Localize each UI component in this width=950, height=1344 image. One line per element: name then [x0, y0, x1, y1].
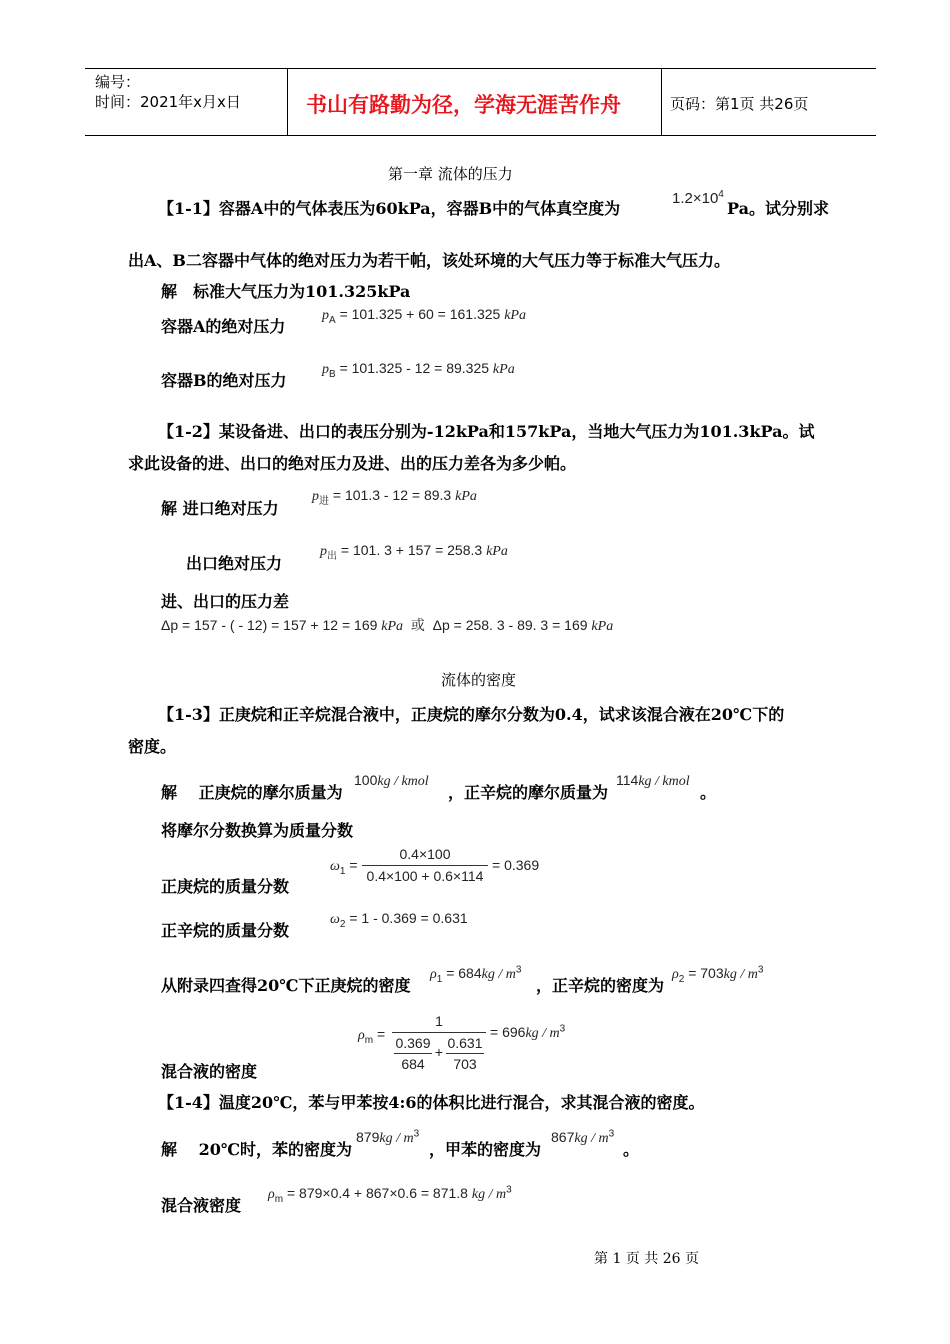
- container-b-label: 容器B的绝对压力: [161, 371, 287, 390]
- mix-f1-num: 0.369: [395, 1035, 431, 1051]
- rho2-formula: $\rho_2 = 703kg / m^3$: [672, 964, 764, 985]
- toluene-density-end: 。: [623, 1140, 640, 1159]
- header-top-rule: [85, 68, 876, 69]
- density-lookup-text: 从附录四查得20℃下正庚烷的密度: [161, 976, 411, 995]
- w2-formula: $\omega_2 = 1 - 0.369 = 0.631$: [330, 910, 468, 930]
- mix-f2-num: 0.631: [447, 1035, 483, 1051]
- page-footer: 第 1 页 共 26 页: [594, 1251, 699, 1267]
- toluene-density-text: ，甲苯的密度为: [429, 1140, 542, 1159]
- header-motto: 书山有路勤为径，学海无涯苦作舟: [306, 93, 621, 117]
- benzene-density: $879kg / m^3$: [356, 1128, 420, 1146]
- w1-numerator: 0.4×100: [399, 846, 451, 862]
- w2-label: 正辛烷的质量分数: [161, 921, 290, 940]
- problem-1-1-line2: 出A、B二容器中气体的绝对压力为若干帕，该处环境的大气压力等于标准大气压力。: [128, 251, 730, 270]
- problem-tag: 【1-3】: [158, 705, 219, 724]
- problem-1-2-line1: 【1-2】某设备进、出口的表压分别为-12kPa和157kPa，当地大气压力为101.3kPa。试: [158, 422, 815, 441]
- problem-1-2-line2: 求此设备的进、出口的绝对压力及进、出的压力差各为多少帕。: [128, 454, 577, 473]
- w1-fraction-bar: [362, 865, 488, 866]
- section-title-density: 流体的密度: [441, 671, 517, 689]
- w1-label: 正庚烷的质量分数: [161, 877, 290, 896]
- header-page-label: 页码：第1页 共26页: [670, 95, 809, 113]
- outlet-label: 出口绝对压力: [186, 554, 283, 573]
- mix-main-bar: [392, 1032, 486, 1033]
- toluene-density: $867kg / m^3$: [551, 1128, 615, 1146]
- molar-mass-line-end: 。: [700, 783, 717, 802]
- mix-f2-den: 703: [453, 1056, 477, 1072]
- mix-numerator: 1: [435, 1013, 443, 1029]
- mix-density-formula-1-4: $\rho_m = 879\times 0.4 + 867\times 0.6 = 871.8$ kg / $m^3$: [268, 1184, 512, 1205]
- mixture-density-label: 混合液的密度: [161, 1062, 258, 1081]
- w1-denominator: 0.4×100 + 0.6×114: [366, 868, 484, 884]
- w1-symbol: $\omega_1$ =: [330, 857, 358, 877]
- header-time: 时间：2021年x月x日: [95, 93, 241, 111]
- inlet-label: 解 进口绝对压力: [161, 499, 279, 518]
- problem-1-1-line1-end: Pa。试分别求: [727, 199, 829, 218]
- container-b-formula: $p_B = 101.325 - 12 = 89.325$ kPa: [322, 360, 515, 380]
- mix-f1-den: 684: [401, 1056, 425, 1072]
- w1-result: = 0.369: [492, 857, 540, 873]
- mix-result: = $696kg / m^3$: [490, 1023, 566, 1041]
- mix-density-label-1-4: 混合液密度: [161, 1196, 242, 1215]
- heptane-molar-mass: 100kg / kmol: [354, 772, 429, 789]
- octane-molar-mass: 114kg / kmol: [616, 772, 690, 789]
- problem-tag: 【1-4】: [158, 1093, 219, 1112]
- rho-m-symbol: $\rho_m$ =: [358, 1026, 386, 1046]
- problem-1-1-line1: 【1-1】容器A中的气体表压为60kPa，容器B中的气体真空度为: [158, 199, 621, 218]
- inlet-formula: $p_进 = 101.3 - 12 = 89.3$ kPa: [312, 487, 477, 507]
- convert-text: 将摩尔分数换算为质量分数: [161, 821, 354, 840]
- header-bottom-rule: [85, 135, 876, 136]
- molar-mass-line: 解 正庚烷的摩尔质量为: [161, 783, 343, 802]
- problem-1-3-line1: 【1-3】正庚烷和正辛烷混合液中，正庚烷的摩尔分数为0.4，试求该混合液在20℃下的: [158, 705, 785, 724]
- container-a-label: 容器A的绝对压力: [161, 317, 286, 336]
- vacuum-formula: $1.2\times 10^4$: [672, 189, 724, 207]
- problem-tag: 【1-1】: [158, 199, 219, 218]
- molar-mass-line-b: ，正辛烷的摩尔质量为: [448, 783, 609, 802]
- mix-f1-bar: [394, 1053, 432, 1054]
- rho1-formula: $\rho_1 = 684kg / m^3$: [430, 964, 522, 985]
- chapter-title: 第一章 流体的压力: [388, 165, 513, 183]
- problem-tag: 【1-2】: [158, 422, 219, 441]
- container-a-formula: $p_A = 101.325 + 60 = 161.325$ kPa: [322, 306, 526, 326]
- pressure-diff-label: 进、出口的压力差: [161, 592, 290, 611]
- density-lookup-text-b: ，正辛烷的密度为: [536, 976, 665, 995]
- mix-plus: +: [434, 1044, 444, 1060]
- problem-1-3-line2: 密度。: [128, 737, 177, 756]
- header-divider-right: [661, 68, 662, 136]
- header-divider-left: [287, 68, 288, 136]
- outlet-formula: $p_出 = 101$. 3 + 157 = 258.3 kPa: [320, 542, 508, 562]
- benzene-density-text: 解 20℃时，苯的密度为: [161, 1140, 353, 1159]
- header-number: 编号：: [95, 73, 141, 91]
- problem-1-4-line1: 【1-4】温度20℃，苯与甲苯按4:6的体积比进行混合，求其混合液的密度。: [158, 1093, 705, 1112]
- mix-f2-bar: [446, 1053, 484, 1054]
- problem-1-1-solution: 解 标准大气压力为101.325kPa: [161, 282, 411, 301]
- pressure-diff-formula: Δp = 157 - ( - 12) = 157 + 12 = 169 kPa 或 Δp = 258. 3 - 89. 3 = 169 kPa: [161, 617, 614, 634]
